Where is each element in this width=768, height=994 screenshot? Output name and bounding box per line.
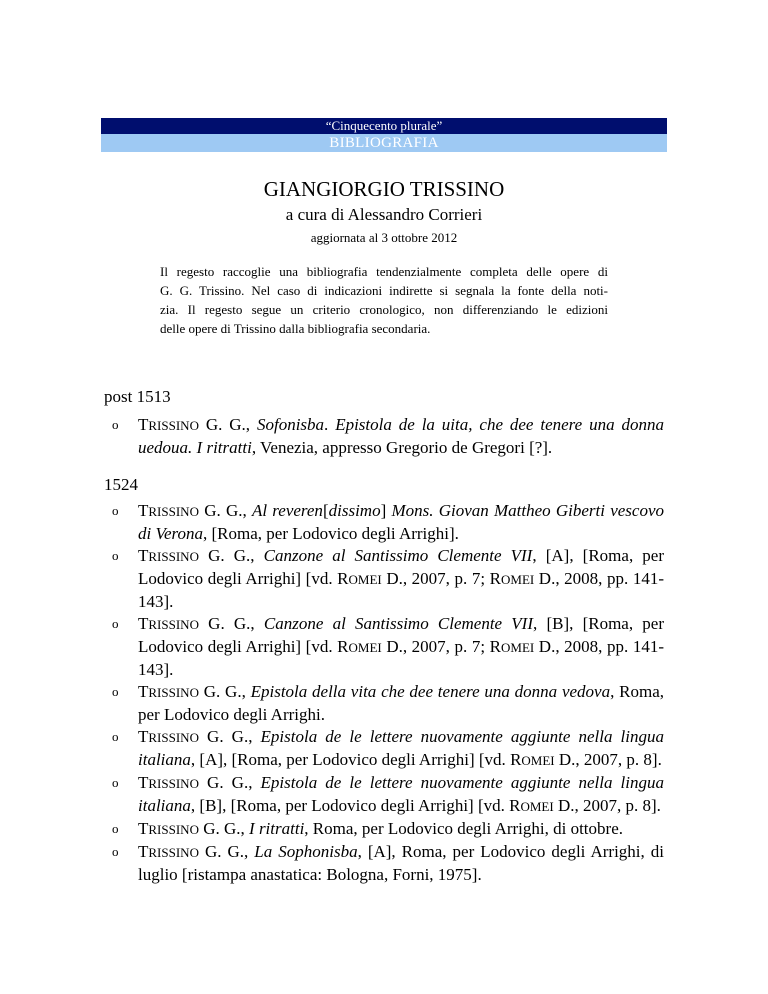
entry-author: TRISSINO G. G., (138, 842, 255, 861)
entry-publication: , Venezia, appresso Gregorio de Gregori [?]. (251, 438, 553, 457)
entry-publication: , Roma, per Lodovico degli Arrighi, di ottobre. (304, 819, 623, 838)
bibliography-entry (104, 500, 664, 545)
title-block (0, 176, 768, 247)
abstract-line: zia. Il regesto segue un criterio cronologico, non differenziando le edizioni (160, 302, 608, 317)
year-heading: 1524 (104, 475, 138, 494)
entry-title: La Sophonisba (254, 842, 358, 861)
entry-separator: [ (322, 501, 329, 520)
entry-author: TRISSINO G. G., (138, 546, 264, 565)
bibliography-entry (104, 841, 664, 886)
bibliography-entry (104, 726, 664, 772)
bibliography-entry (104, 613, 664, 681)
page-title: GIANGIORGIO TRISSINO (263, 177, 505, 201)
entry-publication: ] Mons. Giovan Mattheo Giberti vescovo di Verona, [Roma, per Lodovico degli Arrighi]. (138, 501, 664, 543)
entry-title: I ritratti (249, 819, 305, 838)
editor-credit: a cura di Alessandro Corrieri (285, 205, 483, 224)
entry-title-continued: dissimo (328, 501, 381, 520)
abstract-line: G. G. Trissino. Nel caso di indicazioni indirette si segnala la fonte della noti- (160, 283, 608, 298)
entry-author: TRISSINO G. G., (138, 819, 250, 838)
entry-title: Epistola de le lettere nuovamente aggiunte nella lingua italiana (138, 773, 664, 815)
entry-list (104, 500, 664, 886)
entry-title: Al reveren (251, 501, 323, 520)
entry-author: TRISSINO G. G., (138, 682, 251, 701)
entry-author: TRISSINO G. G., (138, 727, 261, 746)
entry-publication: , [B], [Roma, per Lodovico degli Arrighi] [vd. ROMEI D., 2007, p. 7; ROMEI D., 2008, pp. 141-143]. (138, 614, 665, 679)
bullet-icon: o (112, 616, 119, 631)
abstract (160, 262, 608, 338)
series-title: “Cinquecento plurale” (101, 118, 667, 134)
entry-separator: . (324, 415, 336, 434)
series-header (101, 118, 667, 152)
bullet-icon: o (112, 729, 119, 744)
bullet-icon: o (112, 503, 119, 518)
entry-title: Canzone al Santissimo Clemente VII (263, 546, 533, 565)
bibliography-entry (104, 545, 664, 613)
bibliography-entry (104, 818, 664, 841)
bullet-icon: o (112, 417, 119, 432)
year-heading: post 1513 (104, 387, 171, 406)
entry-publication: , [A], [Roma, per Lodovico degli Arrighi] [vd. ROMEI D., 2007, p. 7; ROMEI D., 2008, pp. 141-143]. (138, 546, 665, 611)
entry-author: TRISSINO G. G., (138, 501, 252, 520)
entry-title: Epistola della vita che dee tenere una donna vedova (250, 682, 611, 701)
entry-author: TRISSINO G. G., (138, 415, 257, 434)
entry-author: TRISSINO G. G., (138, 614, 264, 633)
entry-publication: , [A], Roma, per Lodovico degli Arrighi, di luglio [ristampa anastatica: Bologna, Forni, 1975]. (138, 842, 664, 884)
bullet-icon: o (112, 775, 119, 790)
entry-publication: , Roma, per Lodovico degli Arrighi. (138, 682, 664, 724)
abstract-line: Il regesto raccoglie una bibliografia tendenzialmente completa delle opere di (160, 264, 608, 279)
bullet-icon: o (112, 821, 119, 836)
entry-title: Sofonisba (256, 415, 325, 434)
entry-publication: , [A], [Roma, per Lodovico degli Arrighi] [vd. ROMEI D., 2007, p. 8]. (190, 750, 662, 769)
entry-publication: , [B], [Roma, per Lodovico degli Arrighi] [vd. ROMEI D., 2007, p. 8]. (190, 796, 661, 815)
entry-list (104, 414, 664, 459)
entry-title: Canzone al Santissimo Clemente VII (263, 614, 534, 633)
bibliography-entry (104, 772, 664, 818)
bibliography-entry (104, 681, 664, 726)
section-label: BIBLIOGRAFIA (101, 134, 667, 152)
bullet-icon: o (112, 548, 119, 563)
bullet-icon: o (112, 844, 119, 859)
bullet-icon: o (112, 684, 119, 699)
abstract-line: delle opere di Trissino dalla bibliografia secondaria. (160, 321, 431, 336)
bibliography-entry (104, 414, 664, 459)
update-date: aggiornata al 3 ottobre 2012 (310, 230, 458, 245)
entry-author: TRISSINO G. G., (138, 773, 261, 792)
entry-title: Epistola de le lettere nuovamente aggiunte nella lingua italiana (138, 727, 664, 769)
entry-title-continued: Epistola de la uita, che dee tenere una donna uedoua. I ritratti (138, 415, 665, 457)
